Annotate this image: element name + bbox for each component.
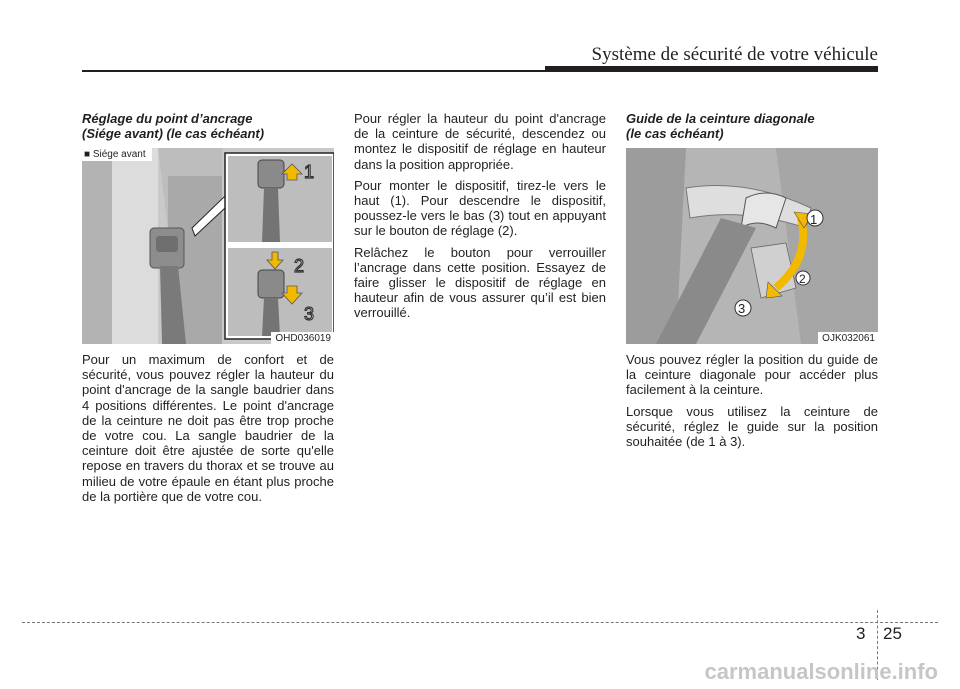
guide-subheading bbox=[626, 111, 878, 141]
middle-column bbox=[354, 111, 606, 327]
section-title: Système de sécurité de votre véhicule bbox=[591, 44, 878, 65]
guide-paragraph-1: Vous pouvez régler la position du guide de la ceinture diagonale pour accéder plus facilement à la ceinture. bbox=[626, 352, 878, 398]
guide-illustration bbox=[626, 148, 878, 344]
header-rule bbox=[82, 70, 552, 72]
figure-label-2: 2 bbox=[294, 256, 305, 276]
guide-figure-code: OJK032061 bbox=[818, 332, 878, 344]
anchor-illustration bbox=[82, 148, 334, 344]
anchor-subheading bbox=[82, 111, 334, 141]
chapter-number: 3 bbox=[856, 624, 866, 643]
left-column bbox=[82, 111, 334, 510]
watermark: carmanualsonline.info bbox=[704, 659, 938, 684]
adjust-paragraph-3: Relâchez le bouton pour verrouiller l’ancrage dans cette position. Essayez de faire glisser le dispositif de réglage en hauteur afin de vous assurer qu’il est bien verrouillé. bbox=[354, 244, 606, 321]
guide-subheading-line2: (le cas échéant) bbox=[626, 126, 724, 141]
guide-label-3: 3 bbox=[738, 301, 746, 316]
header-rule-accent bbox=[545, 66, 878, 72]
page-number: 25 bbox=[883, 624, 902, 643]
figure-label-1: 1 bbox=[304, 162, 315, 182]
guide-paragraph-2: Lorsque vous utilisez la ceinture de sécurité, réglez le guide sur la position souhaitée (de 1 à 3). bbox=[626, 403, 878, 450]
adjust-paragraph-2: Pour monter le dispositif, tirez-le vers le haut (1). Pour descendre le dispositif, poussez-le vers le bas (3) tout en appuyant sur le bouton de réglage (2). bbox=[354, 177, 606, 239]
guide-label-1: 1 bbox=[810, 212, 818, 227]
figure-caption: ■ Siége avant bbox=[82, 148, 152, 161]
figure-code: OHD036019 bbox=[271, 332, 334, 344]
guide-figure bbox=[626, 148, 878, 344]
footer-rule bbox=[22, 622, 938, 623]
right-column bbox=[626, 111, 878, 455]
figure-label-3: 3 bbox=[304, 304, 315, 324]
anchor-subheading-line1: Réglage du point d’ancrage bbox=[82, 111, 253, 126]
adjust-paragraph-1: Pour régler la hauteur du point d'ancrage de la ceinture de sécurité, descendez ou montez le dispositif de réglage en hauteur dans la position appropriée. bbox=[354, 111, 606, 172]
anchor-figure bbox=[82, 148, 334, 344]
anchor-paragraph: Pour un maximum de confort et de sécurité, vous pouvez régler la hauteur du point d'ancrage de la sangle baudrier dans 4 positions différentes. Le point d'ancrage de la ceinture ne doit pas être trop proche de votre cou. La sangle baudrier de la ceinture doit être ajustée de sorte qu'elle repose en travers du thorax et se trouve au milieu de votre épaule en étant plus proche de la portière que de votre cou. bbox=[82, 352, 334, 504]
guide-label-2: 2 bbox=[799, 272, 806, 286]
guide-subheading-line1: Guide de la ceinture diagonale bbox=[626, 111, 815, 126]
anchor-subheading-line2: (Siége avant) (le cas échéant) bbox=[82, 126, 265, 141]
